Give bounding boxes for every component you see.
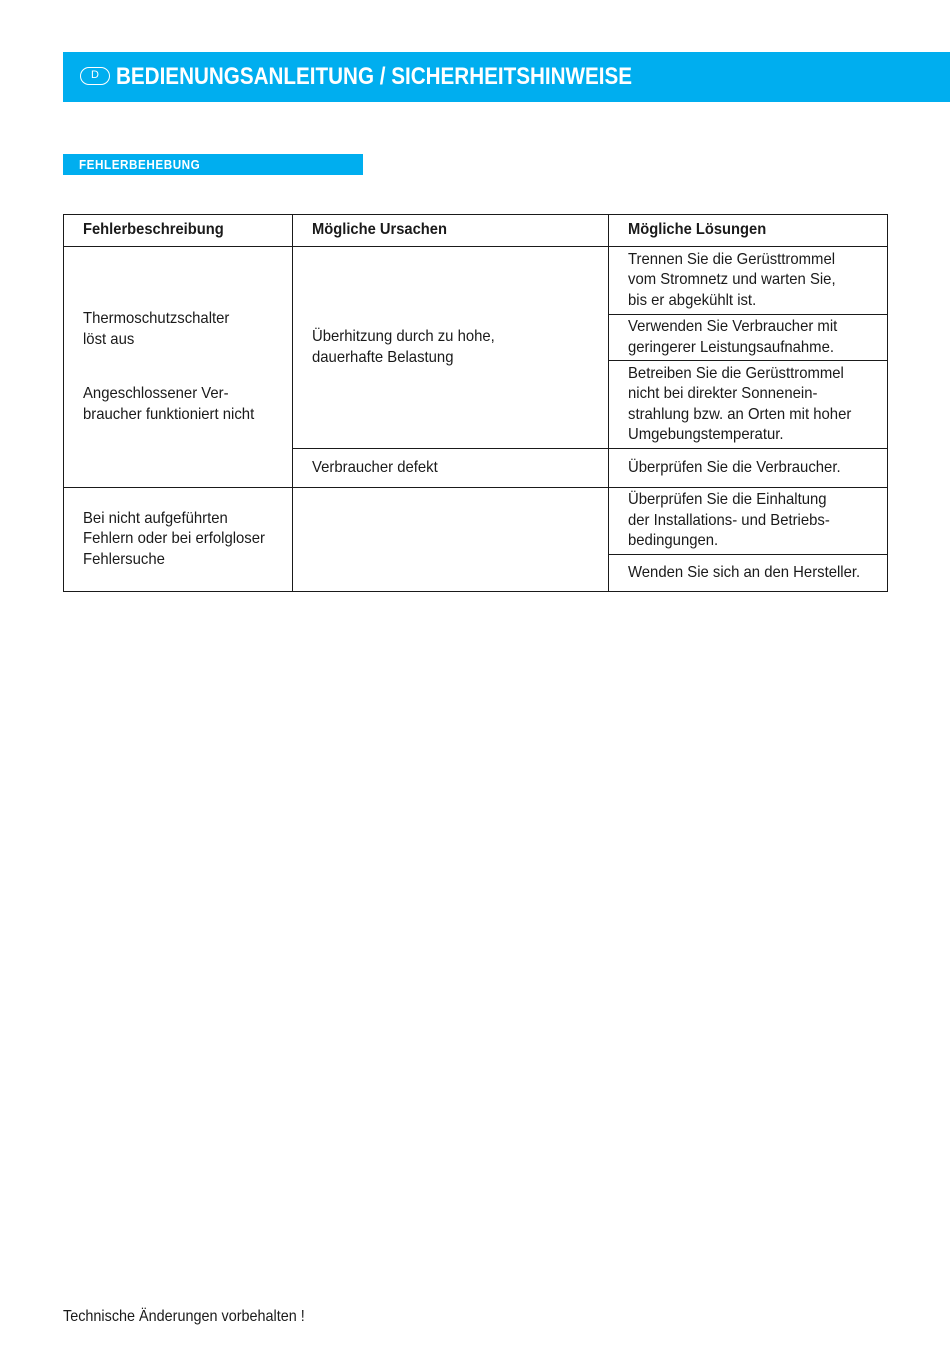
language-badge: D <box>80 67 110 85</box>
description-text: Angeschlossener Ver- braucher funktioniert nicht <box>83 385 255 423</box>
header-bar <box>63 52 950 102</box>
solution-cell: Überprüfen Sie die Verbraucher. <box>609 449 888 488</box>
section-title: FEHLERBEHEBUNG <box>79 157 201 172</box>
footer-note: Technische Änderungen vorbehalten ! <box>63 1308 305 1325</box>
column-header-solutions: Mögliche Lösungen <box>609 215 888 247</box>
table-header-row <box>64 215 888 247</box>
column-header-causes: Mögliche Ursachen <box>293 215 609 247</box>
troubleshooting-table <box>63 214 888 592</box>
table-row <box>64 488 888 555</box>
solution-cell: Betreiben Sie die Gerüsttrommel nicht bei direkter Sonnenein- strahlung bzw. an Orten mit hoher Umgebungstemperatur. <box>609 361 888 449</box>
solution-cell: Überprüfen Sie die Einhaltung der Installations- und Betriebs- bedingungen. <box>609 488 888 555</box>
page-title: BEDIENUNGSANLEITUNG / SICHERHEITSHINWEISE <box>116 63 633 90</box>
description-cell <box>64 247 293 488</box>
solution-cell: Verwenden Sie Verbraucher mit geringerer Leistungsaufnahme. <box>609 315 888 361</box>
cause-cell: Verbraucher defekt <box>293 449 609 488</box>
table-row <box>64 247 888 315</box>
cause-cell: Überhitzung durch zu hohe, dauerhafte Belastung <box>293 247 609 449</box>
solution-cell: Trennen Sie die Gerüsttrommel vom Stromnetz und warten Sie, bis er abgekühlt ist. <box>609 247 888 315</box>
cause-cell <box>293 488 609 592</box>
description-text: Thermoschutzschalter löst aus <box>83 310 230 348</box>
section-bar <box>63 154 363 175</box>
column-header-description: Fehlerbeschreibung <box>64 215 293 247</box>
description-cell: Bei nicht aufgeführten Fehlern oder bei erfolgloser Fehlersuche <box>64 488 293 592</box>
spacer <box>83 350 286 384</box>
solution-cell: Wenden Sie sich an den Hersteller. <box>609 555 888 592</box>
